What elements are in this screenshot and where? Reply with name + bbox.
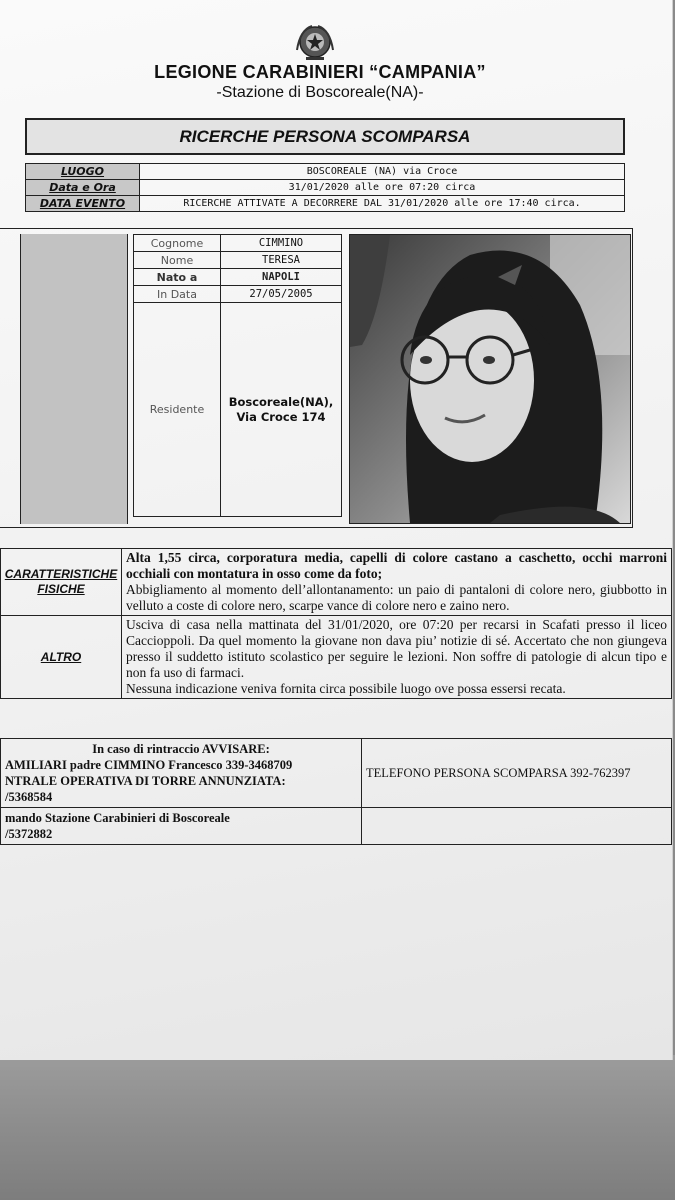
person-details-table <box>133 234 342 517</box>
residence-value <box>221 303 342 517</box>
event-label: DATA EVENTO <box>26 196 140 212</box>
station-subtitle: -Stazione di Boscoreale(NA)- <box>216 84 424 101</box>
contacts-cell <box>1 739 362 808</box>
name-value: TERESA <box>221 252 342 269</box>
missing-person-photo <box>349 234 631 524</box>
missing-person-phone: TELEFONO PERSONA SCOMPARSA 392-762397 <box>362 739 672 808</box>
residence-label: Residente <box>134 303 221 517</box>
location-note: Nessuna indicazione veniva fornita circa possibile luogo ove possa essersi recata. <box>126 681 566 696</box>
person-details-section <box>0 228 633 528</box>
description-table <box>0 548 672 699</box>
birthplace-value: NAPOLI <box>221 269 342 286</box>
operations-center: NTRALE OPERATIVA DI TORRE ANNUNZIATA: <box>5 774 286 788</box>
event-value: BOSCOREALE (NA) via Croce <box>140 164 625 180</box>
birthplace-label: Nato a <box>134 269 221 286</box>
operations-center-phone: /5368584 <box>5 790 53 804</box>
physical-features-text <box>122 549 672 616</box>
notify-heading: In caso di rintraccio AVVISARE: <box>92 742 270 756</box>
italian-republic-emblem-icon <box>292 20 338 64</box>
desk-surface <box>0 1055 675 1200</box>
event-row <box>26 164 625 180</box>
event-table <box>25 163 625 212</box>
disappearance-description: Usciva di casa nella mattinata del 31/01/2020, ore 07:20 per recarsi in Scafati presso il liceo Caccioppoli. Da quel momento la giovane non dava piu’ notizie di sé. Accertato che non giungeva presso il suddetto istituto scolastico per seguire le lezioni. Non soffre di patologie di alcun tipo e non fa uso di farmaci. <box>126 617 667 680</box>
event-row <box>26 196 625 212</box>
surname-label: Cognome <box>134 235 221 252</box>
family-contact: AMILIARI padre CIMMINO Francesco 339-3468709 <box>5 758 293 772</box>
event-value: 31/01/2020 alle ore 07:20 circa <box>140 180 625 196</box>
contacts-table <box>0 738 672 845</box>
empty-cell <box>362 808 672 845</box>
other-label: ALTRO <box>1 616 122 699</box>
physical-features-label: CARATTERISTICHE FISICHE <box>1 549 122 616</box>
gray-side-panel <box>20 234 128 524</box>
physical-description: Alta 1,55 circa, corporatura media, capelli di colore castano a caschetto, occhi marroni occhiali con montatura in osso come da foto; <box>126 550 667 581</box>
residence-line-2: Via Croce 174 <box>236 409 326 424</box>
event-value: RICERCHE ATTIVATE A DECORRERE DAL 31/01/2020 alle ore 17:40 circa. <box>140 196 625 212</box>
event-row <box>26 180 625 196</box>
birthdate-label: In Data <box>134 286 221 303</box>
name-label: Nome <box>134 252 221 269</box>
station-command-cell <box>1 808 362 845</box>
station-command: mando Stazione Carabinieri di Boscoreale <box>5 811 230 825</box>
clothing-description: Abbigliamento al momento dell’allontanamento: un paio di pantaloni di colore nero, giubbotto in velluto a coste di colore nero, scarpe vance di colore nero e zaino nero. <box>126 582 667 613</box>
organization-title: LEGIONE CARABINIERI “CAMPANIA” <box>154 62 486 82</box>
other-text <box>122 616 672 699</box>
station-command-phone: /5372882 <box>5 827 53 841</box>
event-label: LUOGO <box>26 164 140 180</box>
birthdate-value: 27/05/2005 <box>221 286 342 303</box>
surname-value: CIMMINO <box>221 235 342 252</box>
event-label: Data e Ora <box>26 180 140 196</box>
residence-line-1: Boscoreale(NA), <box>228 394 334 409</box>
page-title: RICERCHE PERSONA SCOMPARSA <box>25 118 625 155</box>
